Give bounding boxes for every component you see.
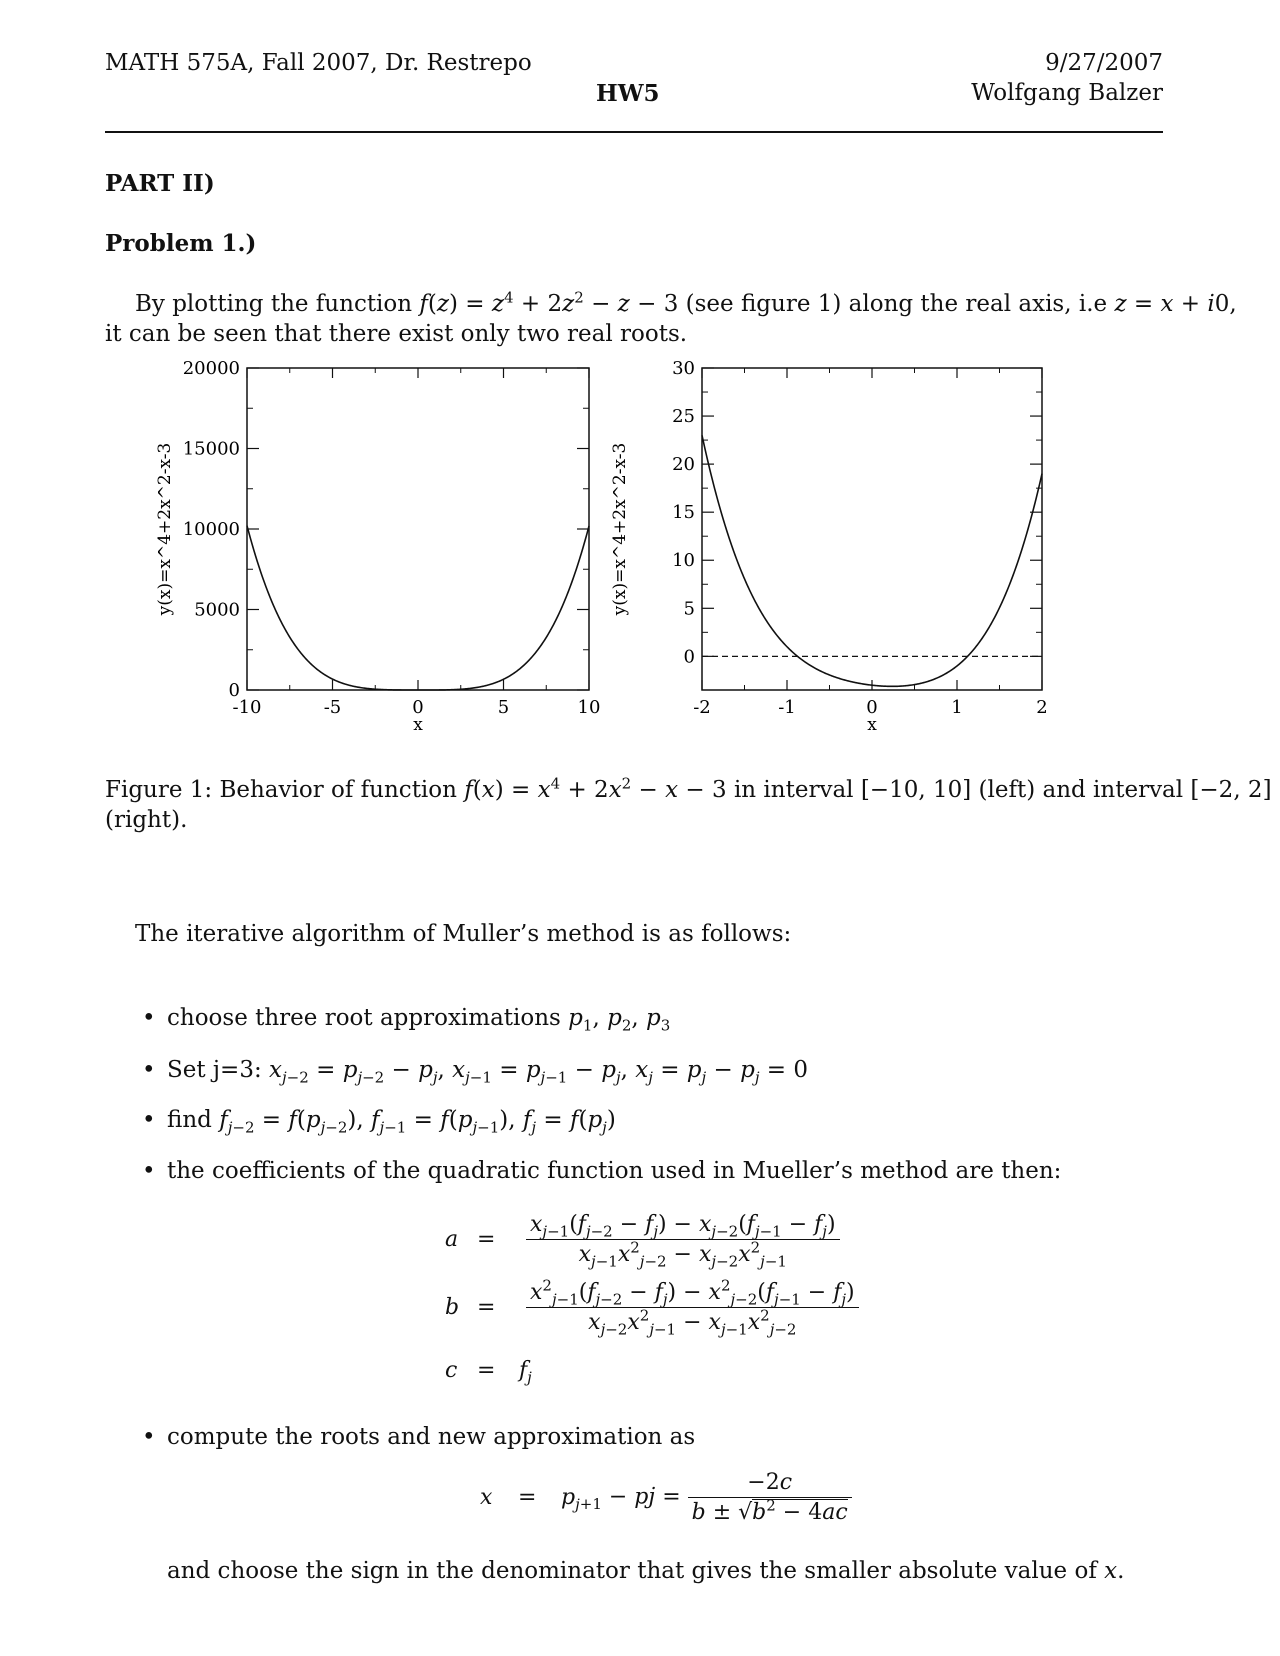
bullet-set-j: • Set j=3: $x_{j-2} = p_{j-2} - p_j$, $x_{j-1} = p_{j-1} - p_j$, $x_j = p_j - p_j = 0$: [142, 1057, 809, 1087]
intro-paragraph: By plotting the function $f(z) = z^4 + 2z^2 - z - 3$ (see figure 1) along the real axis, i.e z = x + i0, it can be seen that there exist only two real roots.: [105, 288, 1237, 347]
plot-frame: [247, 368, 589, 690]
x-tick-label: 1: [951, 697, 963, 718]
y-tick-label: 0: [228, 680, 240, 701]
figure-1: [150, 358, 1130, 780]
x-tick-label: 0: [866, 697, 878, 718]
bullet-compute: • compute the roots and new approximation as: [142, 1424, 696, 1450]
x-tick-label: 0: [412, 697, 424, 718]
series-line: [247, 526, 589, 690]
series-line: [702, 435, 1042, 686]
document-title: HW5: [596, 80, 660, 107]
y-tick-label: 10: [672, 550, 695, 572]
figure-caption: Figure 1: Behavior of function $f(x) = x^4 + 2x^2 - x - 3$ in interval [−10, 10] (left) and interval [−2, 2] (right).: [105, 774, 1272, 833]
date: 9/27/2007: [1045, 50, 1163, 76]
part-heading: PART II): [105, 170, 215, 197]
header-rule: [105, 131, 1163, 133]
bullet-find: • find $f_{j-2} = f(p_{j-2})$, $f_{j-1} = f(p_{j-1})$, $f_j = f(p_j)$: [142, 1107, 616, 1137]
intro-text-1: By plotting the function: [135, 291, 420, 317]
y-axis-label: y(x)=x^4+2x^2-x-3: [610, 442, 630, 616]
x-tick-label: 10: [577, 697, 601, 718]
y-tick-label: 25: [672, 406, 695, 428]
equation-root: $x = p_{j+1}$ − pj = $\frac{-2c}{b \pm √b^2 - 4ac}$: [480, 1470, 852, 1525]
y-tick-label: 5: [683, 598, 695, 620]
x-axis-label: x: [413, 715, 423, 735]
y-tick-label: 15: [672, 502, 695, 524]
x-tick-label: -1: [778, 697, 796, 718]
intro-text-2: (see figure 1) along the real axis, i.e: [678, 291, 1115, 317]
intro-text-4: it can be seen that there exist only two real roots.: [105, 321, 688, 347]
chart-right: [610, 358, 1048, 735]
x-tick-label: -5: [323, 697, 342, 718]
equation-b: b = $\frac{x^2_{j-1}(f_{j-2} - f_j) - x^2_{j-2}(f_{j-1} - f_j)}{x_{j-2}x^2_{j-1} - x_{j-1}x^2_{j-2}}$: [445, 1280, 859, 1335]
x-axis-label: x: [867, 715, 877, 735]
x-tick-label: 2: [1036, 697, 1048, 718]
x-tick-label: -2: [693, 697, 711, 718]
y-tick-label: 5000: [194, 599, 240, 621]
plot-frame: [702, 368, 1042, 690]
y-tick-label: 20: [672, 454, 695, 476]
bullet-choose: • choose three root approximations $p_1$, $p_2$, $p_3$: [142, 1005, 671, 1035]
y-tick-label: 20000: [182, 358, 240, 379]
equation-c: $c = f_j$: [445, 1358, 532, 1387]
y-tick-label: 0: [683, 646, 695, 668]
y-tick-label: 30: [672, 358, 695, 379]
algorithm-intro: The iterative algorithm of Muller’s method is as follows:: [135, 921, 792, 947]
course-info: MATH 575A, Fall 2007, Dr. Restrepo: [105, 50, 532, 76]
y-tick-label: 10000: [182, 519, 240, 540]
problem-heading: Problem 1.): [105, 230, 257, 257]
closing-text: and choose the sign in the denominator that gives the smaller absolute value of x.: [167, 1558, 1125, 1584]
x-tick-label: 5: [497, 697, 510, 718]
bullet-coefficients: • the coefficients of the quadratic function used in Mueller’s method are then:: [142, 1158, 1062, 1184]
equation-a: a = $\frac{x_{j-1}(f_{j-2} - f_j) - x_{j-2}(f_{j-1} - f_j)}{x_{j-1}x^2_{j-2} - x_{j-2}x^2_{j-1}}$: [445, 1212, 840, 1267]
chart-left: [155, 358, 600, 735]
y-axis-label: y(x)=x^4+2x^2-x-3: [155, 442, 175, 616]
author: Wolfgang Balzer: [971, 80, 1163, 106]
y-tick-label: 15000: [182, 438, 240, 460]
x-tick-label: -10: [232, 697, 262, 718]
